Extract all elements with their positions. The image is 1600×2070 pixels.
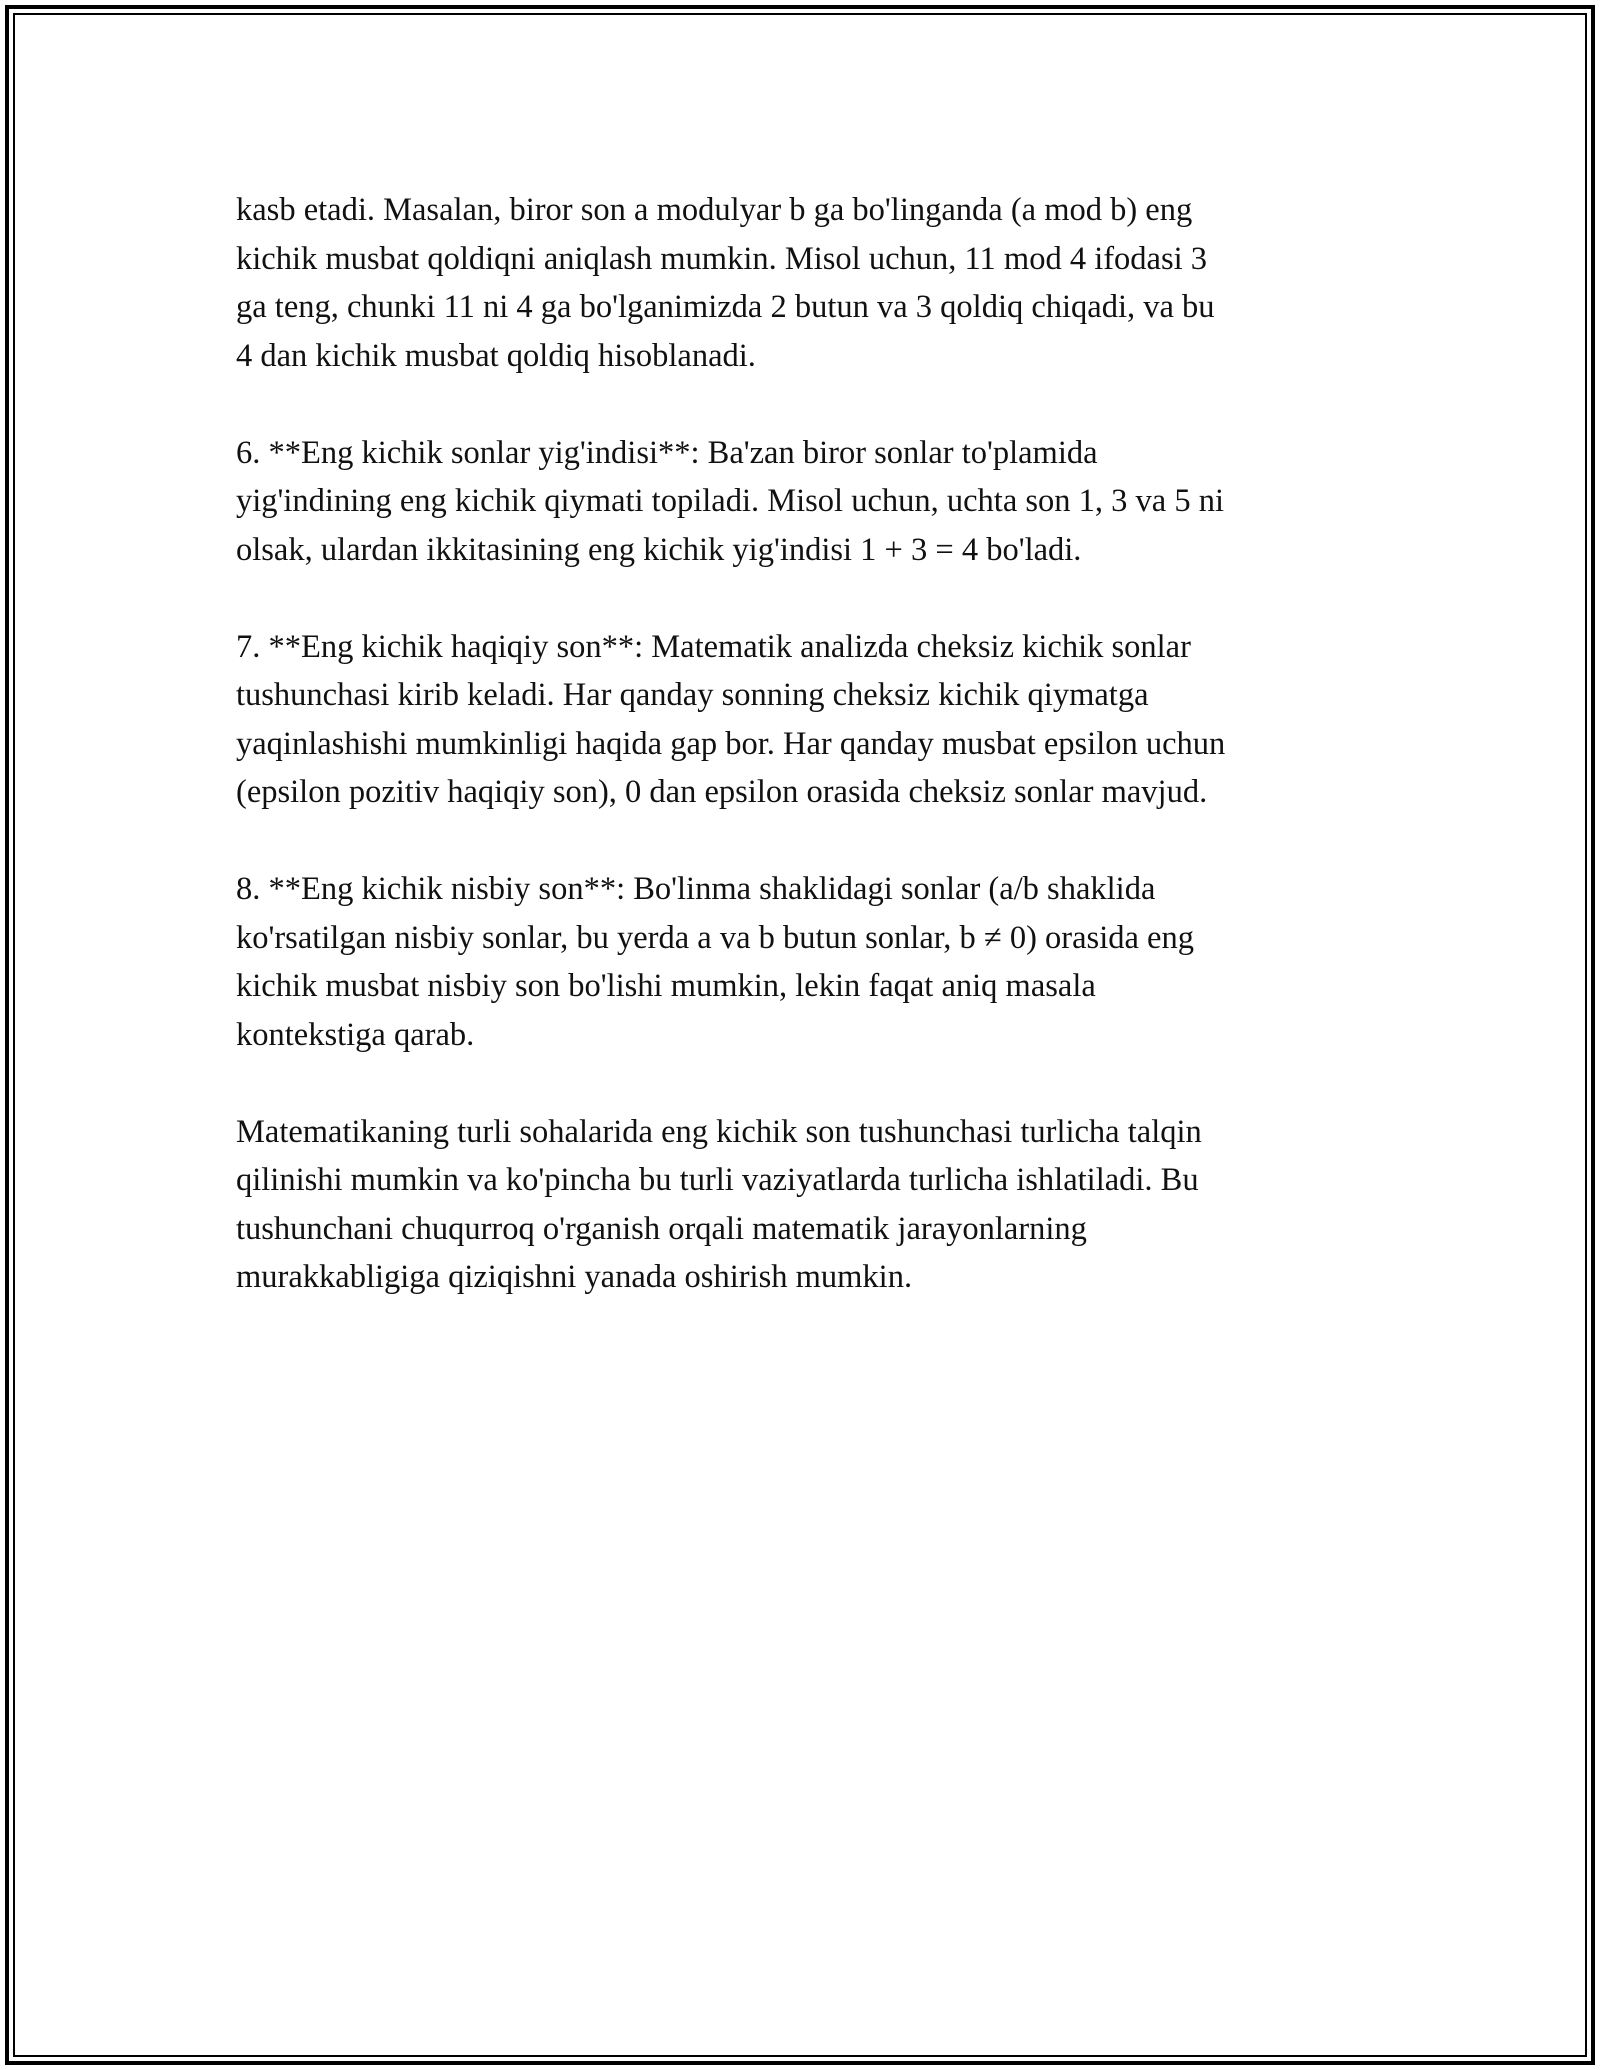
text-line: 7. **Eng kichik haqiqiy son**: Matematik analizda cheksiz kichik sonlar — [236, 628, 1191, 665]
paragraph-item-8 — [236, 865, 1376, 1059]
text-line: murakkabligiga qiziqishni yanada oshirish mumkin. — [236, 1259, 913, 1295]
text-line: 8. **Eng kichik nisbiy son**: Bo'linma shaklidagi sonlar (a/b shaklida — [236, 871, 1156, 907]
text-line: tushunchasi kirib keladi. Har qanday sonning cheksiz kichik qiymatga — [236, 677, 1149, 713]
text-line: qilinishi mumkin va ko'pincha bu turli vaziyatlarda turlicha ishlatiladi. Bu — [236, 1162, 1199, 1198]
text-line: kontekstiga qarab. — [236, 1016, 475, 1053]
paragraph-modular-remainder — [236, 186, 1376, 380]
paragraph-item-6 — [236, 429, 1376, 575]
text-line: tushunchani chuqurroq o'rganish orqali matematik jarayonlarning — [236, 1210, 1087, 1247]
paragraph-conclusion — [236, 1108, 1376, 1302]
text-line: Matematikaning turli sohalarida eng kichik son tushunchasi turlicha talqin — [236, 1113, 1202, 1150]
text-line: olsak, ulardan ikkitasining eng kichik yig'indisi 1 + 3 = 4 bo'ladi. — [236, 531, 1082, 568]
text-line: yaqinlashishi mumkinligi haqida gap bor. Har qanday musbat epsilon uchun — [236, 725, 1226, 762]
text-line: kichik musbat qoldiqni aniqlash mumkin. Misol uchun, 11 mod 4 ifodasi 3 — [236, 240, 1208, 277]
text-line: (epsilon pozitiv haqiqiy son), 0 dan epsilon orasida cheksiz sonlar mavjud. — [236, 774, 1208, 810]
text-line: kichik musbat nisbiy son bo'lishi mumkin, lekin faqat aniq masala — [236, 968, 1096, 1004]
text-line: ko'rsatilgan nisbiy sonlar, bu yerda a va b butun sonlar, b ≠ 0) orasida eng — [236, 919, 1194, 956]
text-line: kasb etadi. Masalan, biror son a modulyar b ga bo'linganda (a mod b) eng — [236, 192, 1193, 228]
text-line: 6. **Eng kichik sonlar yig'indisi**: Ba'zan biror sonlar to'plamida — [236, 434, 1098, 471]
paragraph-item-7 — [236, 623, 1376, 817]
text-line: yig'indining eng kichik qiymati topiladi. Misol uchun, uchta son 1, 3 va 5 ni — [236, 483, 1224, 519]
text-line: ga teng, chunki 11 ni 4 ga bo'lganimizda 2 butun va 3 qoldiq chiqadi, va bu — [236, 289, 1215, 325]
document-body — [236, 186, 1376, 1350]
text-line: 4 dan kichik musbat qoldiq hisoblanadi. — [236, 337, 756, 374]
